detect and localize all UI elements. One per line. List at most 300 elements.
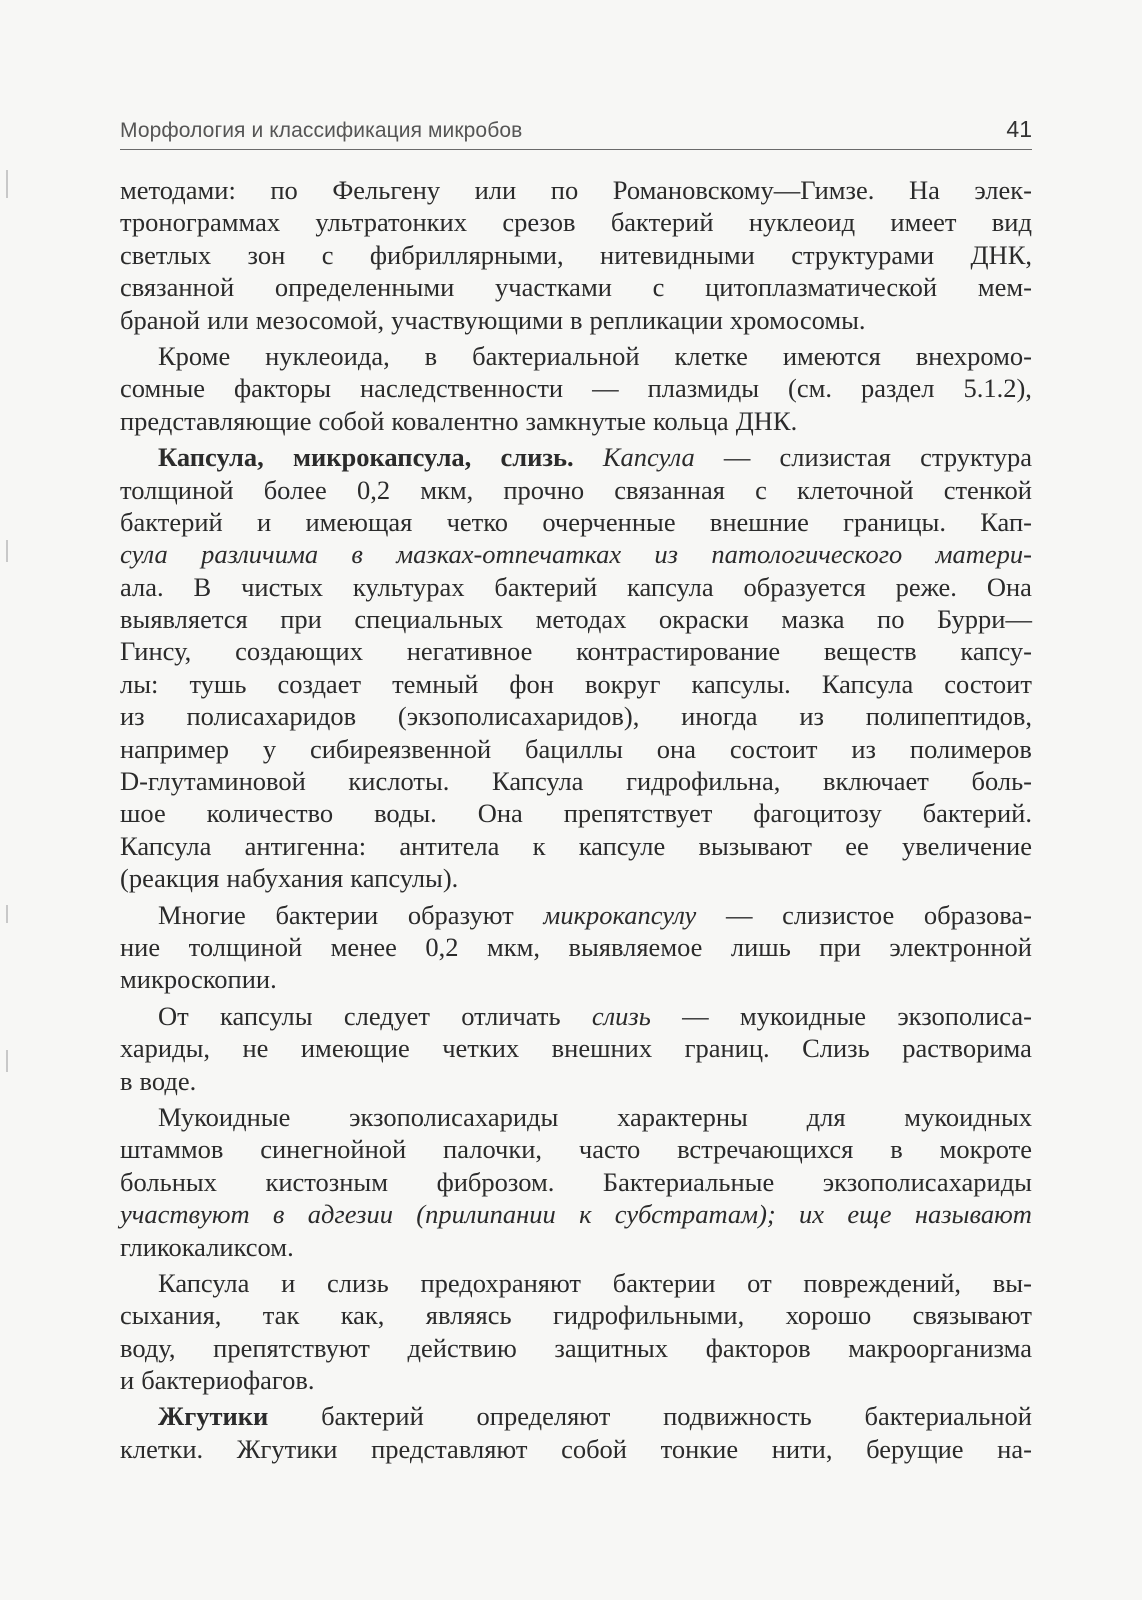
word: светлых [120, 239, 212, 270]
word: веществ [823, 636, 917, 667]
word: ДНК. [735, 405, 798, 436]
scan-artifact [6, 905, 8, 923]
word: не [242, 1033, 269, 1064]
word: полипептидов, [865, 701, 1032, 732]
word: у [262, 733, 277, 764]
text-line [120, 1032, 1032, 1064]
word: связывают [912, 1300, 1032, 1331]
word: Мукоидные [158, 1101, 291, 1132]
word: бактерий [610, 207, 714, 238]
word: увеличение [901, 830, 1032, 861]
word: тронограммах [120, 207, 281, 238]
word: из [654, 539, 679, 570]
word: предохраняют [420, 1267, 582, 1298]
word: образуется [743, 571, 866, 602]
word: сыхания, [120, 1300, 222, 1331]
running-header-title: Морфология и классификация микробов [120, 119, 523, 142]
word: негативное [406, 636, 533, 667]
word: антитела [399, 830, 500, 861]
word: границ. [684, 1033, 770, 1064]
word: микрокапсулу [543, 899, 697, 930]
text-line [120, 700, 1032, 732]
word: Капсула [492, 766, 584, 797]
word: цитоплазматической [705, 272, 938, 303]
word: ковалентно [391, 405, 519, 436]
word: макроорганизма [848, 1332, 1032, 1363]
word: контрастирование [576, 636, 781, 667]
word: боль- [971, 766, 1032, 797]
word: воды. [374, 798, 437, 829]
word: Бурри— [937, 604, 1032, 635]
word: она [656, 733, 696, 764]
word: участвующими [391, 304, 563, 335]
word: к [579, 1199, 592, 1230]
word: D-глутаминовой [120, 766, 306, 797]
word: (прилипании [416, 1199, 556, 1230]
word: мезосомой, [255, 304, 385, 335]
word: стенкой [943, 474, 1032, 505]
word: представляющие [120, 405, 312, 436]
text-line [120, 174, 1032, 206]
word: очерченные [542, 506, 676, 537]
word: ние [120, 931, 161, 962]
text-line [120, 1065, 1032, 1097]
word: для [806, 1101, 846, 1132]
text-line [120, 668, 1032, 700]
word: слизь [327, 1267, 389, 1298]
text-line [120, 405, 1032, 437]
word: иногда [681, 701, 758, 732]
word: имеющая [305, 506, 413, 537]
text-line [120, 538, 1032, 570]
text-line [120, 1332, 1032, 1364]
word: называют [914, 1199, 1032, 1230]
word: капсу- [960, 636, 1032, 667]
word: браной [120, 304, 201, 335]
word: или [207, 304, 249, 335]
word: — [723, 442, 751, 473]
word: нити, [771, 1433, 833, 1464]
text-line [120, 1198, 1032, 1230]
word: сула [120, 539, 168, 570]
word: создает [277, 668, 362, 699]
word: вид [991, 207, 1032, 238]
word: Романовскому—Гимзе. [612, 175, 875, 205]
text-line [120, 1000, 1032, 1032]
word: образова- [923, 899, 1032, 930]
text-line [120, 1231, 1032, 1263]
word: капсула [627, 571, 714, 602]
word: воде. [139, 1065, 197, 1096]
scan-artifact [6, 170, 8, 198]
word: Гинсу, [120, 636, 192, 667]
word: От [158, 1000, 189, 1031]
word: по [877, 604, 905, 635]
word: количество [206, 798, 334, 829]
word: бактерий [120, 506, 223, 537]
word: факторы [234, 373, 332, 404]
text-line [120, 340, 1032, 372]
word: по [550, 175, 579, 205]
word: растворима [902, 1033, 1032, 1064]
word: Капсула [120, 830, 212, 861]
word: их [799, 1199, 825, 1230]
word: состоит [729, 733, 818, 764]
word: тушь [189, 668, 247, 699]
word: субстратам); [614, 1199, 776, 1230]
word: слизистая [779, 442, 891, 473]
word: защитных [554, 1332, 669, 1363]
word: внешних [551, 1033, 653, 1064]
word: нуклеоида, [265, 340, 390, 371]
word: ДНК, [970, 239, 1032, 270]
text-line [120, 1267, 1032, 1299]
word: Бактериальные [602, 1166, 775, 1197]
word: адгезии [307, 1199, 393, 1230]
word: так [262, 1300, 300, 1331]
word: выявляется [120, 604, 248, 635]
word: ее [845, 830, 869, 861]
word: тонкие [660, 1433, 739, 1464]
word: больных [120, 1166, 217, 1197]
word: более [263, 474, 327, 505]
word: препятствуют [213, 1332, 370, 1363]
word: культурах [352, 571, 465, 602]
text-line [120, 1101, 1032, 1133]
word: и [281, 1267, 296, 1298]
text-line [120, 931, 1032, 963]
text-line [120, 441, 1032, 473]
text-line [120, 239, 1032, 271]
word: мокроте [939, 1134, 1032, 1165]
word: вы- [992, 1267, 1032, 1298]
word: полимеров [909, 733, 1032, 764]
word: в [120, 1065, 133, 1096]
word: полисахаридов [186, 701, 357, 732]
text-line [120, 206, 1032, 238]
word: имеются [782, 340, 881, 371]
word: фагоцитозу [753, 798, 882, 829]
word: и [257, 506, 272, 537]
word: представляют [371, 1433, 528, 1464]
word: препятствует [563, 798, 713, 829]
word: факторов [705, 1332, 811, 1363]
word: На [908, 175, 940, 205]
word: штаммов [120, 1134, 224, 1165]
text-line [120, 372, 1032, 404]
word: (экзополисахаридов), [397, 701, 640, 732]
word: хорошо [785, 1300, 872, 1331]
word: реже. [895, 571, 957, 602]
word: Она [477, 798, 523, 829]
word: характерны [617, 1101, 748, 1132]
word: например [120, 733, 229, 764]
word: клетки. [120, 1433, 204, 1464]
word: — [682, 1000, 709, 1031]
scan-artifact [6, 1050, 8, 1072]
word: в [272, 1199, 285, 1230]
text-line [120, 271, 1032, 303]
word: фиброзом. [436, 1166, 555, 1197]
word: структурами [791, 239, 935, 270]
text-line [120, 765, 1032, 797]
word: патологического [711, 539, 903, 570]
word: матери- [935, 539, 1032, 570]
word: Капсула, [158, 442, 264, 473]
word: 0,2 [356, 474, 391, 505]
word: экзополисахариды [349, 1101, 559, 1132]
word: отличать [461, 1000, 561, 1031]
word: наследственности [360, 373, 564, 404]
word: сибиреязвенной [309, 733, 492, 764]
text-line [120, 603, 1032, 635]
word: определяют [476, 1401, 611, 1432]
word: Многие [158, 899, 246, 930]
text-line [120, 1299, 1032, 1331]
word: бактериальной [864, 1401, 1032, 1432]
word: еще [847, 1199, 892, 1230]
word: с [755, 474, 767, 505]
word: в [351, 539, 363, 570]
word: палочки, [443, 1134, 543, 1165]
word: четко [446, 506, 509, 537]
word: толщиной [120, 474, 234, 505]
word: из [851, 733, 877, 764]
text-line [120, 899, 1032, 931]
word: в [890, 1134, 903, 1165]
word: микрокапсула, [292, 442, 472, 473]
word: лы: [120, 668, 159, 699]
word: бактерий [321, 1401, 424, 1432]
word: капсулы). [350, 863, 459, 894]
text-line [120, 862, 1032, 894]
body-text [120, 174, 1032, 1465]
word: прочно [503, 474, 585, 505]
word: зон [247, 239, 286, 270]
word: и [120, 1365, 135, 1396]
word: ультратонких [315, 207, 467, 238]
word: бактерий. [922, 798, 1032, 829]
word: Капсула [821, 668, 914, 699]
word: фон [509, 668, 554, 699]
word: менее [330, 931, 397, 962]
word: капсулы. [691, 668, 791, 699]
word: Жгутики [236, 1433, 338, 1464]
word: нитевидными [600, 239, 755, 270]
word: гликокаликсом. [120, 1231, 294, 1262]
word: бактерий [494, 571, 598, 602]
word: воду, [120, 1332, 176, 1363]
word: или [474, 175, 517, 205]
word: окраски [658, 604, 749, 635]
word: гидрофильными, [552, 1300, 745, 1331]
word: имеет [890, 207, 957, 238]
word: повреждений, [803, 1267, 962, 1298]
text-line [120, 635, 1032, 667]
word: хариды, [120, 1033, 211, 1064]
word: связанная [614, 474, 725, 505]
word: шое [120, 798, 166, 829]
word: чистых [241, 571, 323, 602]
word: Фельгену [332, 175, 441, 205]
word: Слизь [802, 1033, 870, 1064]
text-line [120, 506, 1032, 538]
word: нуклеоид [748, 207, 856, 238]
word: 0,2 [425, 931, 459, 962]
word: раздел [861, 373, 935, 404]
text-line [120, 1364, 1032, 1396]
word: при [819, 931, 861, 962]
word: методами: [120, 175, 236, 205]
word: электронной [889, 931, 1032, 962]
word: кистозным [265, 1166, 389, 1197]
word: различима [201, 539, 319, 570]
word: следует [343, 1000, 430, 1031]
running-header [120, 114, 1032, 150]
word: границы. [843, 506, 946, 537]
word: микроскопии. [120, 964, 277, 995]
word: из [799, 701, 824, 732]
word: специальных [354, 604, 504, 635]
word: клеточной [796, 474, 914, 505]
word: темный [392, 668, 479, 699]
word: состоит [944, 668, 1032, 699]
word: слизь. [500, 442, 574, 473]
word: кислоты. [348, 766, 450, 797]
word: бактерии [275, 899, 379, 930]
word: в [570, 304, 583, 335]
word: связанной [120, 272, 235, 303]
word: В [193, 571, 212, 602]
text-line [120, 1400, 1032, 1432]
text-line [120, 571, 1032, 603]
word: мукоидных [904, 1101, 1032, 1132]
word: — [725, 899, 753, 930]
word: часто [578, 1134, 641, 1165]
word: мем- [977, 272, 1032, 303]
word: на- [997, 1433, 1032, 1464]
text-line [120, 830, 1032, 862]
word: в [424, 340, 438, 371]
word: элек- [974, 175, 1032, 205]
word: (см. [788, 373, 833, 404]
text-line [120, 1433, 1032, 1465]
word: лишь [730, 931, 791, 962]
word: гидрофильна, [626, 766, 781, 797]
word: выявляемое [568, 931, 703, 962]
word: как, [340, 1300, 385, 1331]
word: толщиной [188, 931, 303, 962]
text-line [120, 1166, 1032, 1198]
word: слизь [591, 1000, 651, 1031]
word: плазмиды [647, 373, 760, 404]
word: 5.1.2), [963, 373, 1032, 404]
word: кольца [653, 405, 729, 436]
word: сомные [120, 373, 206, 404]
word: синегнойной [260, 1134, 407, 1165]
word: ала. [120, 571, 164, 602]
word: Капсула [158, 1267, 250, 1298]
word: бактерии [612, 1267, 716, 1298]
word: набухания [226, 863, 344, 894]
word: — [592, 373, 619, 404]
word: мкм, [486, 931, 540, 962]
word: образуют [407, 899, 514, 930]
word: мукоидные [739, 1000, 867, 1031]
text-line [120, 304, 1032, 336]
word: мазках-отпечатках [396, 539, 622, 570]
word: репликации [589, 304, 723, 335]
word: вокруг [585, 668, 661, 699]
word: мазка [781, 604, 845, 635]
text-line [120, 474, 1032, 506]
word: с [321, 239, 334, 270]
word: бациллы [525, 733, 623, 764]
word: замкнутые [525, 405, 647, 436]
word: подвижность [663, 1401, 812, 1432]
text-line [120, 1133, 1032, 1165]
word: из [120, 701, 145, 732]
word: встречающихся [677, 1134, 854, 1165]
word: клетке [674, 340, 748, 371]
word: собой [561, 1433, 627, 1464]
word: с [652, 272, 665, 303]
word: капсуле [578, 830, 666, 861]
word: имеющие [300, 1033, 410, 1064]
word: капсулы [219, 1000, 313, 1031]
word: создающих [235, 636, 363, 667]
word: Кап- [980, 506, 1032, 537]
word: слизистое [782, 899, 895, 930]
word: фибриллярными, [369, 239, 564, 270]
word: методах [535, 604, 627, 635]
word: являясь [425, 1300, 512, 1331]
word: внехромо- [915, 340, 1032, 371]
word: берущие [866, 1433, 964, 1464]
word: экзополиса- [897, 1000, 1032, 1031]
text-line [120, 963, 1032, 995]
word: Капсула [602, 442, 695, 473]
page-number: 41 [1006, 116, 1032, 142]
word: антигенна: [244, 830, 367, 861]
word: мкм, [420, 474, 474, 505]
word: Кроме [158, 340, 231, 371]
word: четких [442, 1033, 520, 1064]
word: определенными [274, 272, 455, 303]
word: к [532, 830, 546, 861]
word: от [747, 1267, 772, 1298]
word: участками [495, 272, 612, 303]
word: внешние [709, 506, 809, 537]
word: Жгутики [158, 1401, 269, 1432]
text-line [120, 797, 1032, 829]
word: структура [920, 442, 1032, 473]
word: Она [986, 571, 1032, 602]
scan-artifact [6, 540, 8, 562]
word: собой [318, 405, 385, 436]
word: бактериальной [472, 340, 640, 371]
word: (реакция [120, 863, 220, 894]
word: участвуют [120, 1199, 250, 1230]
text-line [120, 733, 1032, 765]
word: вызывают [698, 830, 813, 861]
word: экзополисахариды [822, 1166, 1032, 1197]
word: при [280, 604, 322, 635]
word: включает [822, 766, 929, 797]
word: бактериофагов. [141, 1365, 315, 1396]
word: по [270, 175, 298, 205]
word: срезов [502, 207, 576, 238]
